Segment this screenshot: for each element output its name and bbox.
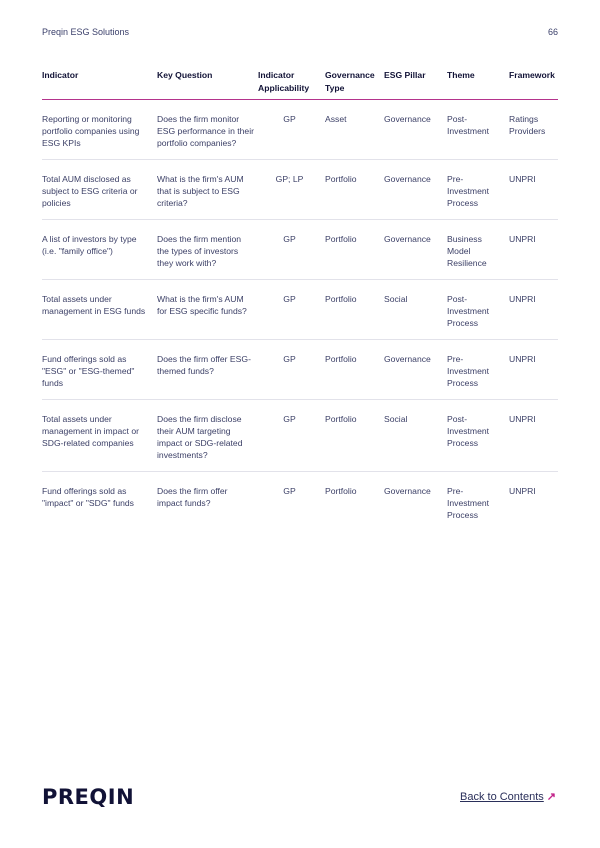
cell-framework: UNPRI — [509, 354, 536, 364]
cell-esg-pillar: Social — [384, 294, 408, 304]
column-header-framework: Framework — [509, 70, 555, 80]
arrow-up-right-icon: ↗ — [546, 791, 556, 803]
back-to-contents-label[interactable]: Back to Contents — [460, 791, 544, 803]
cell-key-question: Does the firm disclose their AUM targeting impact or SDG-related investments? — [157, 414, 243, 460]
cell-key-question: Does the firm monitor ESG performance in their portfolio companies? — [157, 114, 254, 148]
column-header-key-question: Key Question — [157, 70, 213, 80]
cell-key-question: Does the firm offer ESG-themed funds? — [157, 354, 251, 376]
cell-esg-pillar: Governance — [384, 114, 431, 124]
cell-governance-type: Portfolio — [325, 294, 357, 304]
cell-indicator: Total assets under management in ESG funds — [42, 294, 146, 316]
page-number: 66 — [547, 27, 558, 37]
cell-framework: UNPRI — [509, 174, 536, 184]
cell-applicability: GP — [283, 414, 296, 424]
cell-framework: UNPRI — [509, 486, 536, 496]
cell-governance-type: Asset — [325, 114, 347, 124]
cell-indicator: A list of investors by type (i.e. "family office") — [42, 234, 137, 256]
cell-indicator: Reporting or monitoring portfolio companies using ESG KPIs — [42, 114, 140, 148]
cell-esg-pillar: Governance — [384, 486, 431, 496]
cell-key-question: Does the firm offer impact funds? — [157, 486, 228, 508]
table-row — [42, 280, 558, 340]
cell-governance-type: Portfolio — [325, 414, 357, 424]
cell-esg-pillar: Social — [384, 414, 408, 424]
cell-key-question: What is the firm's AUM for ESG specific funds? — [157, 294, 247, 316]
document-title: Preqin ESG Solutions — [42, 27, 130, 37]
cell-esg-pillar: Governance — [384, 174, 431, 184]
esg-indicators-table — [42, 69, 558, 531]
cell-governance-type: Portfolio — [325, 174, 357, 184]
table-row — [42, 100, 558, 160]
cell-governance-type: Portfolio — [325, 354, 357, 364]
cell-theme: Post-Investment Process — [447, 294, 490, 328]
table-row — [42, 472, 558, 532]
cell-indicator: Fund offerings sold as "ESG" or "ESG-themed" funds — [42, 354, 135, 388]
cell-framework: UNPRI — [509, 234, 536, 244]
cell-key-question: What is the firm's AUM that is subject to ESG criteria? — [157, 174, 244, 208]
cell-theme: Post-Investment Process — [447, 414, 490, 448]
cell-theme: Business Model Resilience — [447, 234, 487, 268]
column-header-applicability: Indicator Applicability — [258, 70, 310, 93]
table-row — [42, 340, 558, 400]
back-to-contents-link[interactable] — [460, 790, 556, 803]
table-row — [42, 160, 558, 220]
cell-esg-pillar: Governance — [384, 234, 431, 244]
cell-theme: Pre-Investment Process — [447, 174, 490, 208]
column-header-governance-type: Governance Type — [325, 70, 375, 93]
cell-indicator: Total AUM disclosed as subject to ESG criteria or policies — [42, 174, 138, 208]
cell-theme: Post-Investment — [447, 114, 490, 136]
cell-framework: Ratings Providers — [509, 114, 546, 136]
column-header-theme: Theme — [447, 70, 475, 80]
cell-applicability: GP — [283, 486, 296, 496]
cell-indicator: Fund offerings sold as "impact" or "SDG" funds — [42, 486, 134, 508]
cell-key-question: Does the firm mention the types of investors they work with? — [157, 234, 242, 268]
cell-applicability: GP — [283, 114, 296, 124]
cell-applicability: GP; LP — [275, 174, 304, 184]
table-header-row — [42, 69, 558, 100]
table-body — [42, 100, 558, 532]
table-row — [42, 400, 558, 472]
cell-applicability: GP — [283, 354, 296, 364]
cell-applicability: GP — [283, 234, 296, 244]
column-header-indicator: Indicator — [42, 70, 79, 80]
cell-theme: Pre-Investment Process — [447, 486, 490, 520]
cell-theme: Pre-Investment Process — [447, 354, 490, 388]
cell-applicability: GP — [283, 294, 296, 304]
cell-esg-pillar: Governance — [384, 354, 431, 364]
cell-framework: UNPRI — [509, 294, 536, 304]
table-row — [42, 220, 558, 280]
cell-governance-type: Portfolio — [325, 234, 357, 244]
cell-indicator: Total assets under management in impact or SDG-related companies — [42, 414, 139, 448]
preqin-logo: PREQIN — [42, 785, 135, 809]
cell-governance-type: Portfolio — [325, 486, 357, 496]
cell-framework: UNPRI — [509, 414, 536, 424]
column-header-esg-pillar: ESG Pillar — [384, 70, 426, 80]
